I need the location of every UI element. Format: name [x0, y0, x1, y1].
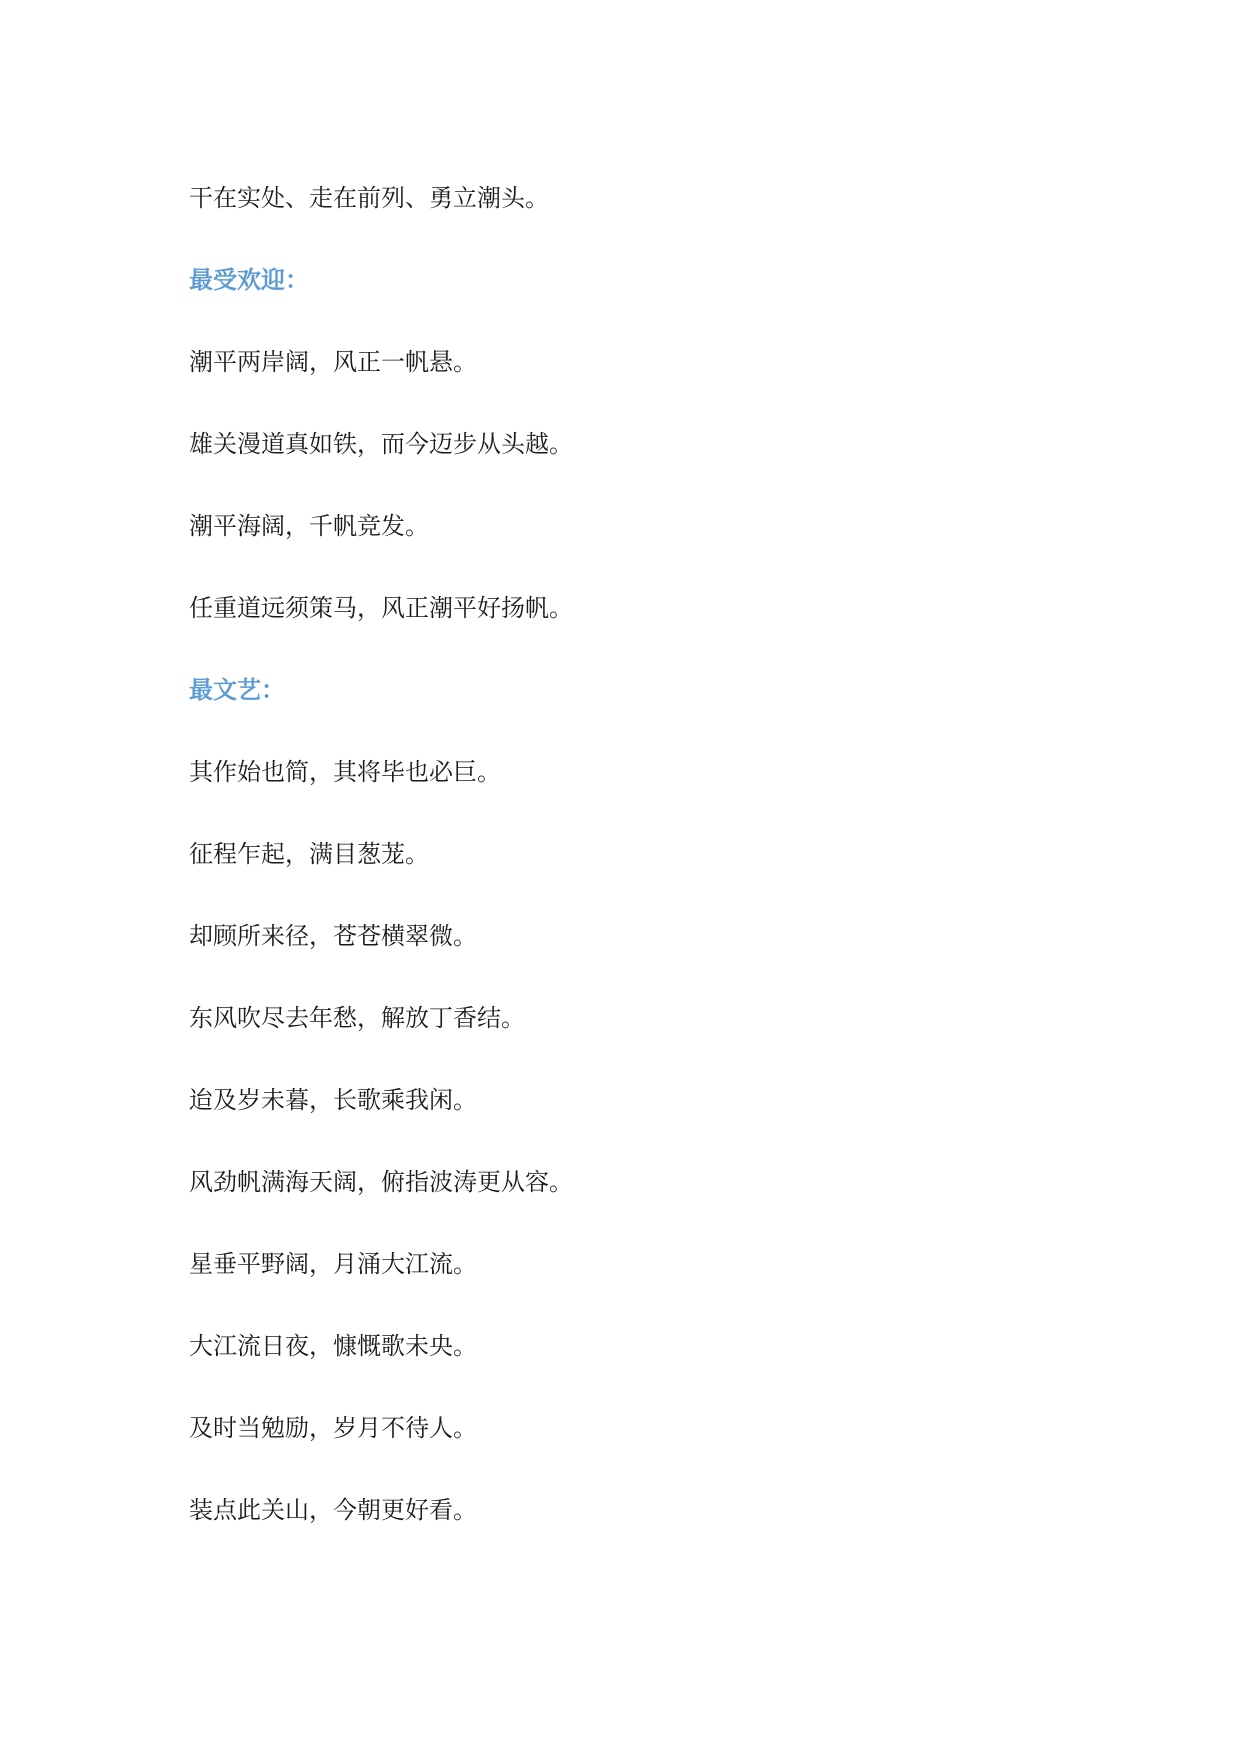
quote-line: 任重道远须策马，风正潮平好扬帆。 — [189, 594, 573, 622]
quote-line: 大江流日夜，慷慨歌未央。 — [189, 1332, 477, 1360]
section-heading-most-literary: 最文艺： — [189, 676, 285, 704]
quote-line: 雄关漫道真如铁，而今迈步从头越。 — [189, 430, 573, 458]
quote-line: 星垂平野阔，月涌大江流。 — [189, 1250, 477, 1278]
quote-line: 却顾所来径，苍苍横翠微。 — [189, 922, 477, 950]
quote-line: 潮平两岸阔，风正一帆悬。 — [189, 348, 477, 376]
quote-line: 其作始也简，其将毕也必巨。 — [189, 758, 501, 786]
quote-line: 迨及岁未暮，长歌乘我闲。 — [189, 1086, 477, 1114]
quote-line: 及时当勉励，岁月不待人。 — [189, 1414, 477, 1442]
quote-line: 潮平海阔，千帆竞发。 — [189, 512, 429, 540]
body-line-intro: 干在实处、走在前列、勇立潮头。 — [189, 184, 549, 212]
section-heading-most-popular: 最受欢迎： — [189, 266, 309, 294]
quote-line: 征程乍起，满目葱茏。 — [189, 840, 429, 868]
document-body — [189, 176, 1089, 1570]
quote-line: 装点此关山，今朝更好看。 — [189, 1496, 477, 1524]
quote-line: 东风吹尽去年愁，解放丁香结。 — [189, 1004, 525, 1032]
quote-line: 风劲帆满海天阔，俯指波涛更从容。 — [189, 1168, 573, 1196]
